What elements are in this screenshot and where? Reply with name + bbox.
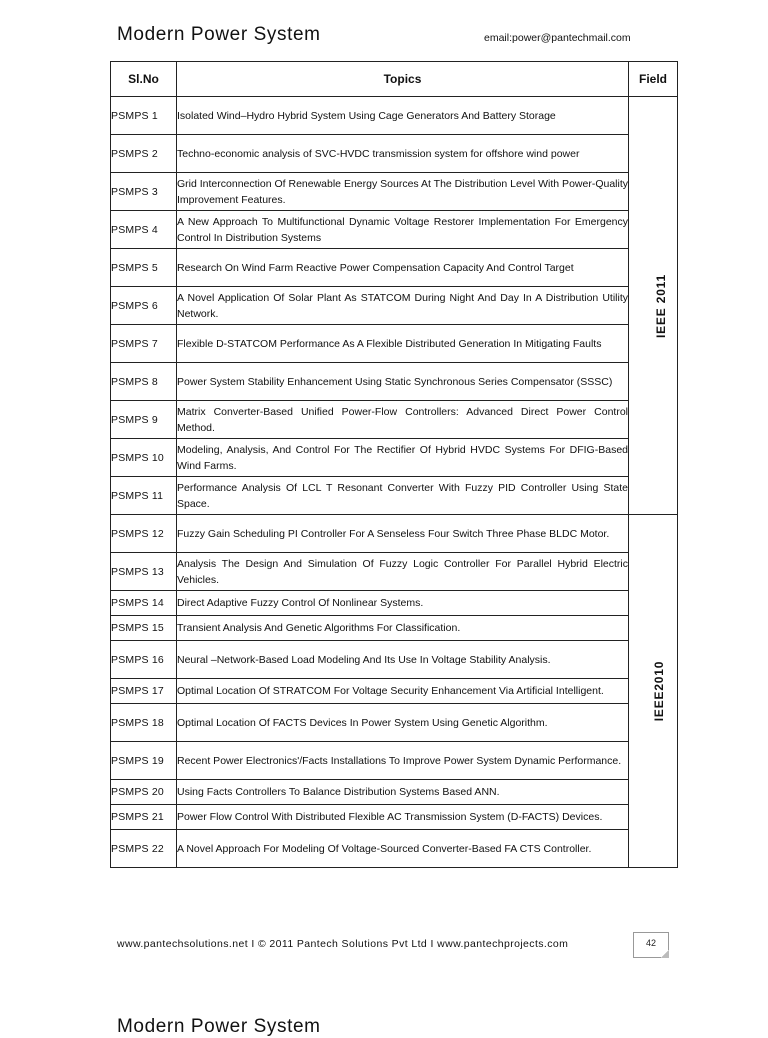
row-topic: A Novel Approach For Modeling Of Voltage-Sourced Converter-Based FA CTS Controller. [177,830,629,868]
footer-text: www.pantechsolutions.net I © 2011 Pantech Solutions Pvt Ltd I www.pantechprojects.com [117,938,569,950]
row-topic: Research On Wind Farm Reactive Power Compensation Capacity And Control Target [177,249,629,287]
field-cell [629,97,678,515]
table-row [111,742,678,780]
page-number-badge [633,932,669,958]
next-page-title: Modern Power System [117,1016,321,1037]
table-row [111,805,678,830]
table-row [111,97,678,135]
row-code: PSMPS 16 [111,641,177,679]
table-row [111,211,678,249]
row-code: PSMPS 10 [111,439,177,477]
table-row [111,704,678,742]
table-row [111,477,678,515]
row-topic: Transient Analysis And Genetic Algorithms For Classification. [177,616,629,641]
row-code: PSMPS 19 [111,742,177,780]
row-topic: Power Flow Control With Distributed Flexible AC Transmission System (D-FACTS) Devices. [177,805,629,830]
row-topic: Neural –Network-Based Load Modeling And Its Use In Voltage Stability Analysis. [177,641,629,679]
row-code: PSMPS 13 [111,553,177,591]
row-code: PSMPS 2 [111,135,177,173]
row-topic: A New Approach To Multifunctional Dynamic Voltage Restorer Implementation For Emergency Control In Distribution Systems [177,211,629,249]
row-code: PSMPS 17 [111,679,177,704]
field-label: IEEE 2011 [653,273,668,338]
row-code: PSMPS 20 [111,780,177,805]
row-topic: Performance Analysis Of LCL T Resonant Converter With Fuzzy PID Controller Using State Space. [177,477,629,515]
row-code: PSMPS 14 [111,591,177,616]
row-code: PSMPS 6 [111,287,177,325]
table-row [111,173,678,211]
table-row [111,591,678,616]
row-topic: Isolated Wind–Hydro Hybrid System Using Cage Generators And Battery Storage [177,97,629,135]
row-topic: Optimal Location Of STRATCOM For Voltage Security Enhancement Via Artificial Intelligent. [177,679,629,704]
table-row [111,287,678,325]
row-code: PSMPS 18 [111,704,177,742]
field-cell [629,515,678,868]
table-row [111,679,678,704]
table-header-row [111,62,678,97]
row-topic: Grid Interconnection Of Renewable Energy Sources At The Distribution Level With Power-Quality Improvement Features. [177,173,629,211]
topics-table [110,61,678,868]
table-row [111,363,678,401]
table-row [111,401,678,439]
column-header-topics: Topics [177,62,629,97]
row-topic: A Novel Application Of Solar Plant As STATCOM During Night And Day In A Distribution Utility Network. [177,287,629,325]
row-code: PSMPS 9 [111,401,177,439]
table-row [111,439,678,477]
row-topic: Flexible D-STATCOM Performance As A Flexible Distributed Generation In Mitigating Faults [177,325,629,363]
row-code: PSMPS 7 [111,325,177,363]
table-row [111,249,678,287]
table-row [111,616,678,641]
table-row [111,515,678,553]
row-topic: Analysis The Design And Simulation Of Fuzzy Logic Controller For Parallel Hybrid Electric Vehicles. [177,553,629,591]
table-row [111,641,678,679]
table-row [111,325,678,363]
row-topic: Matrix Converter-Based Unified Power-Flow Controllers: Advanced Direct Power Control Method. [177,401,629,439]
row-code: PSMPS 4 [111,211,177,249]
row-topic: Modeling, Analysis, And Control For The Rectifier Of Hybrid HVDC Systems For DFIG-Based Wind Farms. [177,439,629,477]
row-code: PSMPS 12 [111,515,177,553]
table-row [111,780,678,805]
table-body [111,97,678,868]
row-topic: Optimal Location Of FACTS Devices In Power System Using Genetic Algorithm. [177,704,629,742]
row-topic: Recent Power Electronics'/Facts Installations To Improve Power System Dynamic Performance. [177,742,629,780]
row-topic: Techno-economic analysis of SVC-HVDC transmission system for offshore wind power [177,135,629,173]
row-code: PSMPS 21 [111,805,177,830]
column-header-field: Field [629,62,678,97]
row-topic: Direct Adaptive Fuzzy Control Of Nonlinear Systems. [177,591,629,616]
row-code: PSMPS 11 [111,477,177,515]
row-code: PSMPS 1 [111,97,177,135]
row-topic: Power System Stability Enhancement Using Static Synchronous Series Compensator (SSSC) [177,363,629,401]
header-email: email:power@pantechmail.com [484,32,631,44]
row-code: PSMPS 5 [111,249,177,287]
row-code: PSMPS 3 [111,173,177,211]
row-code: PSMPS 15 [111,616,177,641]
table-row [111,553,678,591]
row-code: PSMPS 22 [111,830,177,868]
row-code: PSMPS 8 [111,363,177,401]
page-title: Modern Power System [117,24,321,45]
table-row [111,830,678,868]
field-label: IEEE2010 [652,660,667,722]
page-fold-icon [661,950,669,958]
column-header-slno: Sl.No [111,62,177,97]
row-topic: Using Facts Controllers To Balance Distribution Systems Based ANN. [177,780,629,805]
table-row [111,135,678,173]
page-number: 42 [645,938,656,948]
row-topic: Fuzzy Gain Scheduling PI Controller For A Senseless Four Switch Three Phase BLDC Motor. [177,515,629,553]
